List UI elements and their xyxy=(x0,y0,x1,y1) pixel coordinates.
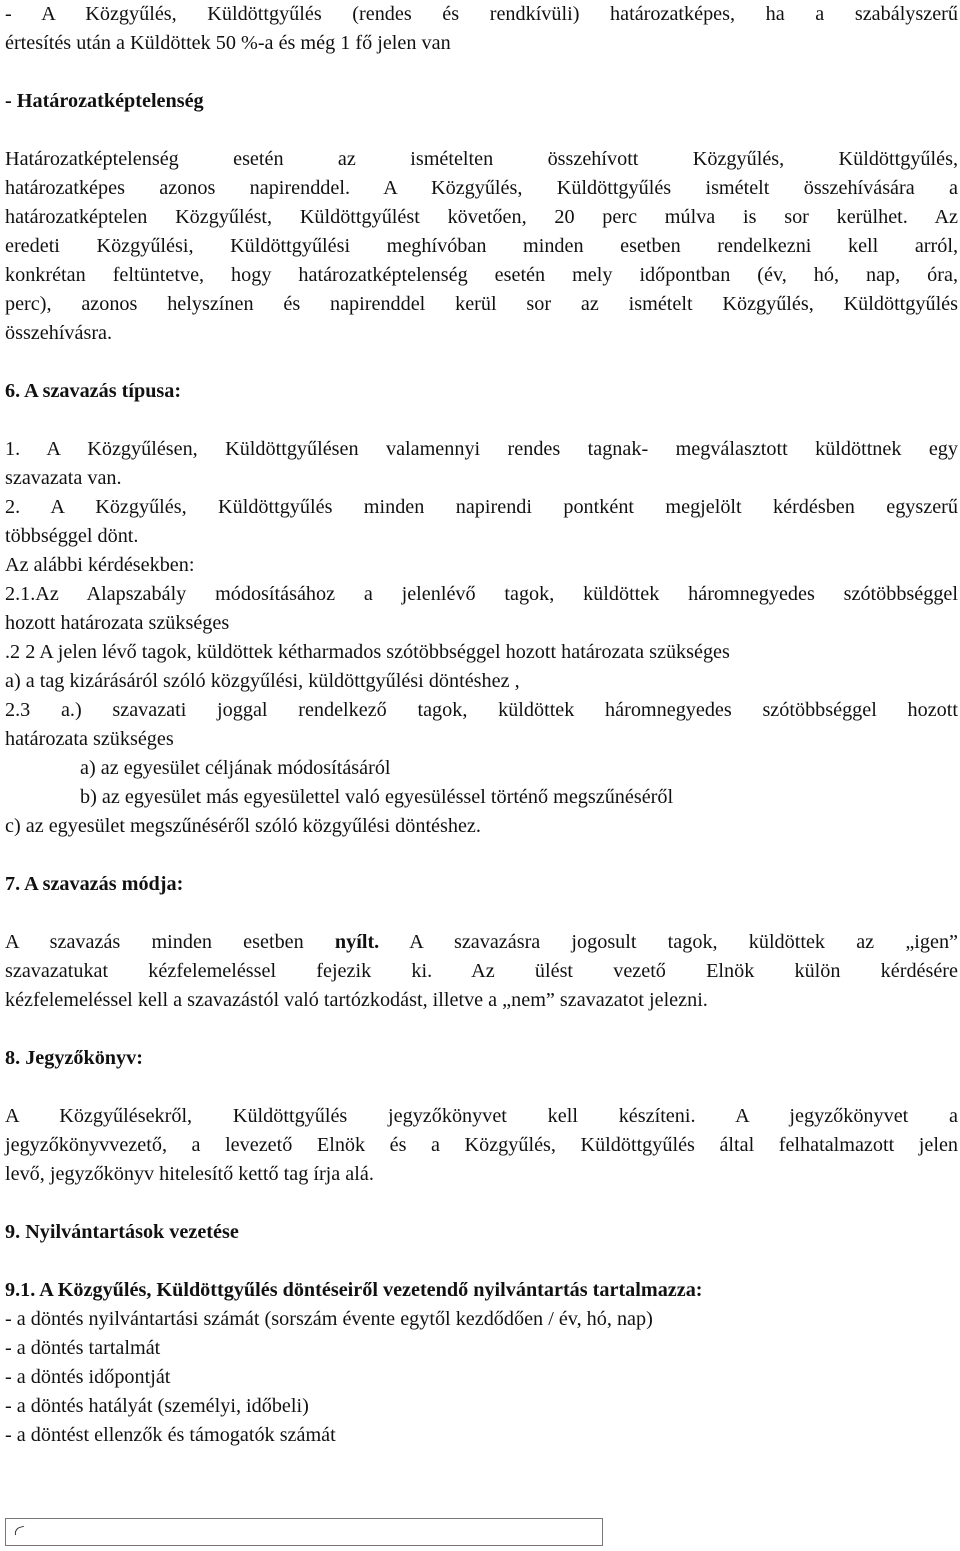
list-item: - a döntés nyilvántartási számát (sorszám évente egytől kezdődően / év, hó, nap) xyxy=(5,1308,653,1330)
paragraph-line: .2 2 A jelen lévő tagok, küldöttek kétharmados szótöbbséggel hozott határozata szükséges xyxy=(5,641,730,663)
paragraph-line: perc), azonos helyszínen és napirenddel kerül sor az ismételt Közgyűlés, Küldöttgyűlés xyxy=(5,293,958,315)
footer-box xyxy=(5,1518,603,1546)
paragraph-line: 2. A Közgyűlés, Küldöttgyűlés minden napirendi pontként megjelölt kérdésben egyszerű xyxy=(5,496,958,518)
subheading: - Határozatképtelenség xyxy=(5,90,204,112)
paragraph-line: határozatképtelen Közgyűlést, Küldöttgyűlést követően, 20 perc múlva is sor kerülhet. Az xyxy=(5,206,958,228)
paragraph-line: A Közgyűlésekről, Küldöttgyűlés jegyzőkönyvet kell készíteni. A jegyzőkönyvet a xyxy=(5,1105,958,1127)
paragraph-line: szavazata van. xyxy=(5,467,122,489)
section-heading-9: 9. Nyilvántartások vezetése xyxy=(5,1221,239,1243)
paragraph-line: szavazatukat kézfelemeléssel fejezik ki. Az ülést vezető Elnök külön kérdésére xyxy=(5,960,958,982)
paragraph-line: 2.1.Az Alapszabály módosításához a jelenlévő tagok, küldöttek háromnegyedes szótöbbséggel xyxy=(5,583,958,605)
paragraph-line: összehívásra. xyxy=(5,322,113,344)
text-run: A szavazás minden esetben xyxy=(5,931,335,953)
section-heading-7: 7. A szavazás módja: xyxy=(5,873,184,895)
list-item: - a döntés hatályát (személyi, időbeli) xyxy=(5,1395,309,1417)
paragraph-line: többséggel dönt. xyxy=(5,525,139,547)
emphasis-open: nyílt. xyxy=(334,931,380,953)
paragraph-line xyxy=(5,928,958,957)
list-item: - a döntés időpontját xyxy=(5,1366,171,1388)
section-heading-8: 8. Jegyzőkönyv: xyxy=(5,1047,143,1069)
text-run: A szavazásra jogosult tagok, küldöttek az „igen” xyxy=(379,931,958,953)
paragraph-line: eredeti Közgyűlési, Küldöttgyűlési meghívóban minden esetben rendelkezni kell arról, xyxy=(5,235,958,257)
list-item: a) az egyesület céljának módosításáról xyxy=(80,757,391,779)
paragraph-line: kézfelemeléssel kell a szavazástól való tartózkodást, illetve a „nem” szavazatot jelezni. xyxy=(5,989,708,1011)
paragraph-line: levő, jegyzőkönyv hitelesítő kettő tag írja alá. xyxy=(5,1163,374,1185)
curl-mark-icon xyxy=(13,1526,25,1536)
list-item: - a döntést ellenzők és támogatók számát xyxy=(5,1424,336,1446)
paragraph-line: Határozatképtelenség esetén az ismételten összehívott Közgyűlés, Küldöttgyűlés, xyxy=(5,148,958,170)
subsection-heading-9-1: 9.1. A Közgyűlés, Küldöttgyűlés döntéseiről vezetendő nyilvántartás tartalmazza: xyxy=(5,1279,703,1301)
list-item: - a döntés tartalmát xyxy=(5,1337,161,1359)
paragraph-line: c) az egyesület megszűnéséről szóló közgyűlési döntéshez. xyxy=(5,815,481,837)
paragraph-line: 1. A Közgyűlésen, Küldöttgyűlésen valamennyi rendes tagnak- megválasztott küldöttnek egy xyxy=(5,438,958,460)
paragraph-line: Az alábbi kérdésekben: xyxy=(5,554,195,576)
paragraph-line: 2.3 a.) szavazati joggal rendelkező tagok, küldöttek háromnegyedes szótöbbséggel hozott xyxy=(5,699,958,721)
paragraph-line: a) a tag kizárásáról szóló közgyűlési, küldöttgyűlési döntéshez , xyxy=(5,670,520,692)
paragraph-line: jegyzőkönyvvezető, a levezető Elnök és a Közgyűlés, Küldöttgyűlés által felhatalmazott jelen xyxy=(5,1134,958,1156)
paragraph-line: határozatképes azonos napirenddel. A Közgyűlés, Küldöttgyűlés ismételt összehívására a xyxy=(5,177,958,199)
paragraph-line: konkrétan feltüntetve, hogy határozatképtelenség esetén mely időpontban (év, hó, nap, óra, xyxy=(5,264,958,286)
paragraph-line: - A Közgyűlés, Küldöttgyűlés (rendes és rendkívüli) határozatképes, ha a szabályszerű xyxy=(5,3,958,25)
section-heading-6: 6. A szavazás típusa: xyxy=(5,380,182,402)
paragraph-line: határozata szükséges xyxy=(5,728,174,750)
list-item: b) az egyesület más egyesülettel való egyesüléssel történő megszűnéséről xyxy=(80,786,674,808)
paragraph-line: értesítés után a Küldöttek 50 %-a és még 1 fő jelen van xyxy=(5,32,451,54)
paragraph-line: hozott határozata szükséges xyxy=(5,612,230,634)
